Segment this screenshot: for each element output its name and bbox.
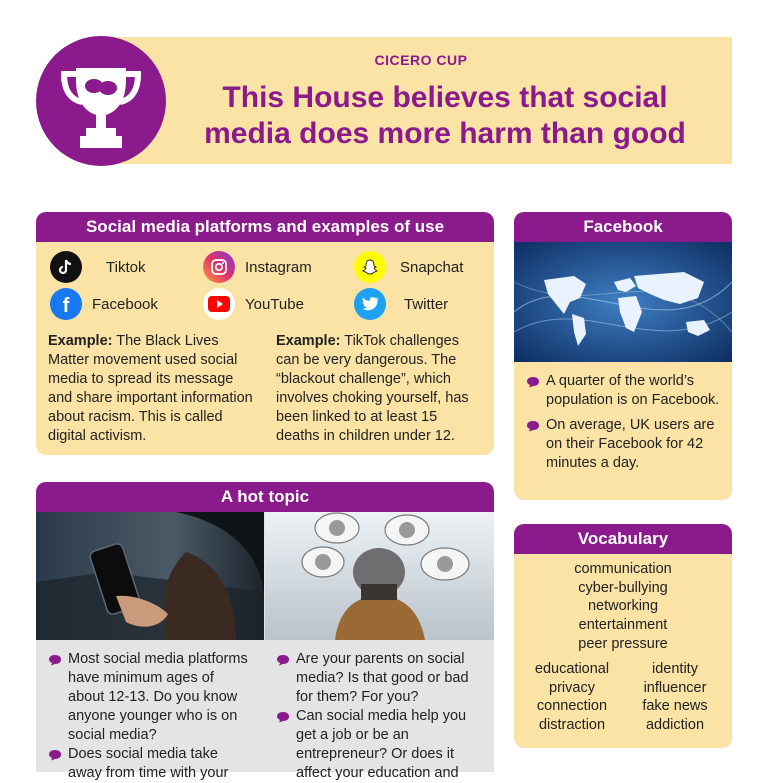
title-line-1: This House believes that social [222,81,668,114]
platform-snapchat [354,250,463,284]
list-item [526,416,722,473]
platform-twitter [354,287,448,321]
list-item [276,707,484,783]
phone-photo [36,512,264,640]
page-title [170,80,720,152]
example-activism [48,332,254,446]
speech-bubble-icon [48,650,68,745]
hot-topic-heading: A hot topic [36,482,494,512]
bullet-text: Most social media platforms have minimum ages of about 12-13. Do you know anyone younger who is on social media? [68,651,248,743]
vocab-word: cyber-bullying [578,579,668,596]
twitter-icon [354,288,386,320]
list-item [48,650,254,745]
platform-label: Snapchat [400,258,464,276]
vocab-word: addiction [645,717,705,734]
facebook-bullets [526,372,722,473]
platform-label: Tiktok [106,258,146,276]
speech-bubble-icon [526,416,546,473]
platform-tiktok [50,250,145,284]
vocab-right-list [628,660,722,735]
speech-bubble-icon [526,372,546,410]
bullet-text: Does social media take away from time with your [68,746,229,781]
platform-youtube [203,287,304,321]
title-line-2: media does more harm than good [204,117,686,150]
boy-with-icons-photo [265,512,494,640]
platform-facebook [50,287,158,321]
example-tiktok-challenge [276,332,484,446]
vocab-word: peer pressure [578,635,668,652]
speech-bubble-icon [48,745,68,783]
platform-label: YouTube [245,295,304,313]
platform-label: Twitter [404,295,449,313]
vocab-word: connection [536,698,608,715]
platform-label: Facebook [92,295,158,313]
bullet-text: Can social media help you get a job or be an entrepreneur? Or does it affect your education and [296,708,467,781]
hot-topic-right-bullets [276,650,484,783]
platform-label: Instagram [245,258,312,276]
vocab-word: fake news [642,698,708,715]
vocab-word: influencer [643,679,707,696]
vocab-left-list [522,660,622,735]
facebook-icon: f [50,288,82,320]
snapchat-icon [354,251,386,283]
facebook-heading: Facebook [514,212,732,242]
example-text: TikTok challenges can be very dangerous. The “blackout challenge”, which involves choking yourself, has been linked to at least 15 deaths in children under 12. [276,333,469,444]
tiktok-icon [50,251,82,283]
vocab-center-list [514,560,732,654]
example-label: Example: [276,333,341,349]
bullet-text: On average, UK users are on their Facebook for 42 minutes a day. [546,417,715,471]
vocab-word: distraction [538,717,606,734]
vocab-word: privacy [549,679,595,696]
vocabulary-heading: Vocabulary [514,524,732,554]
list-item [526,372,722,410]
speech-bubble-icon [276,707,296,783]
youtube-icon [203,288,235,320]
platforms-heading: Social media platforms and examples of use [36,212,494,242]
vocab-word: identity [652,661,698,677]
competition-label: CICERO CUP [374,52,468,68]
bullet-text: A quarter of the world’s population is on Facebook. [546,373,720,408]
vocab-word: entertainment [578,617,668,634]
platform-instagram [203,250,312,284]
example-label: Example: [48,333,113,349]
example-text: The Black Lives Matter movement used social media to spread its message and share important information about racism. This is called digital activism. [48,333,253,444]
list-item [276,650,484,707]
speech-bubble-icon [276,650,296,707]
world-network-image [514,242,732,362]
vocab-word: communication [574,561,672,577]
list-item [48,745,254,783]
hot-topic-left-bullets [48,650,254,783]
bullet-text: Are your parents on social media? Is that good or bad for them? For you? [296,651,469,705]
instagram-icon [203,251,235,283]
vocab-word: networking [587,598,659,615]
vocab-word: educational [534,661,610,677]
